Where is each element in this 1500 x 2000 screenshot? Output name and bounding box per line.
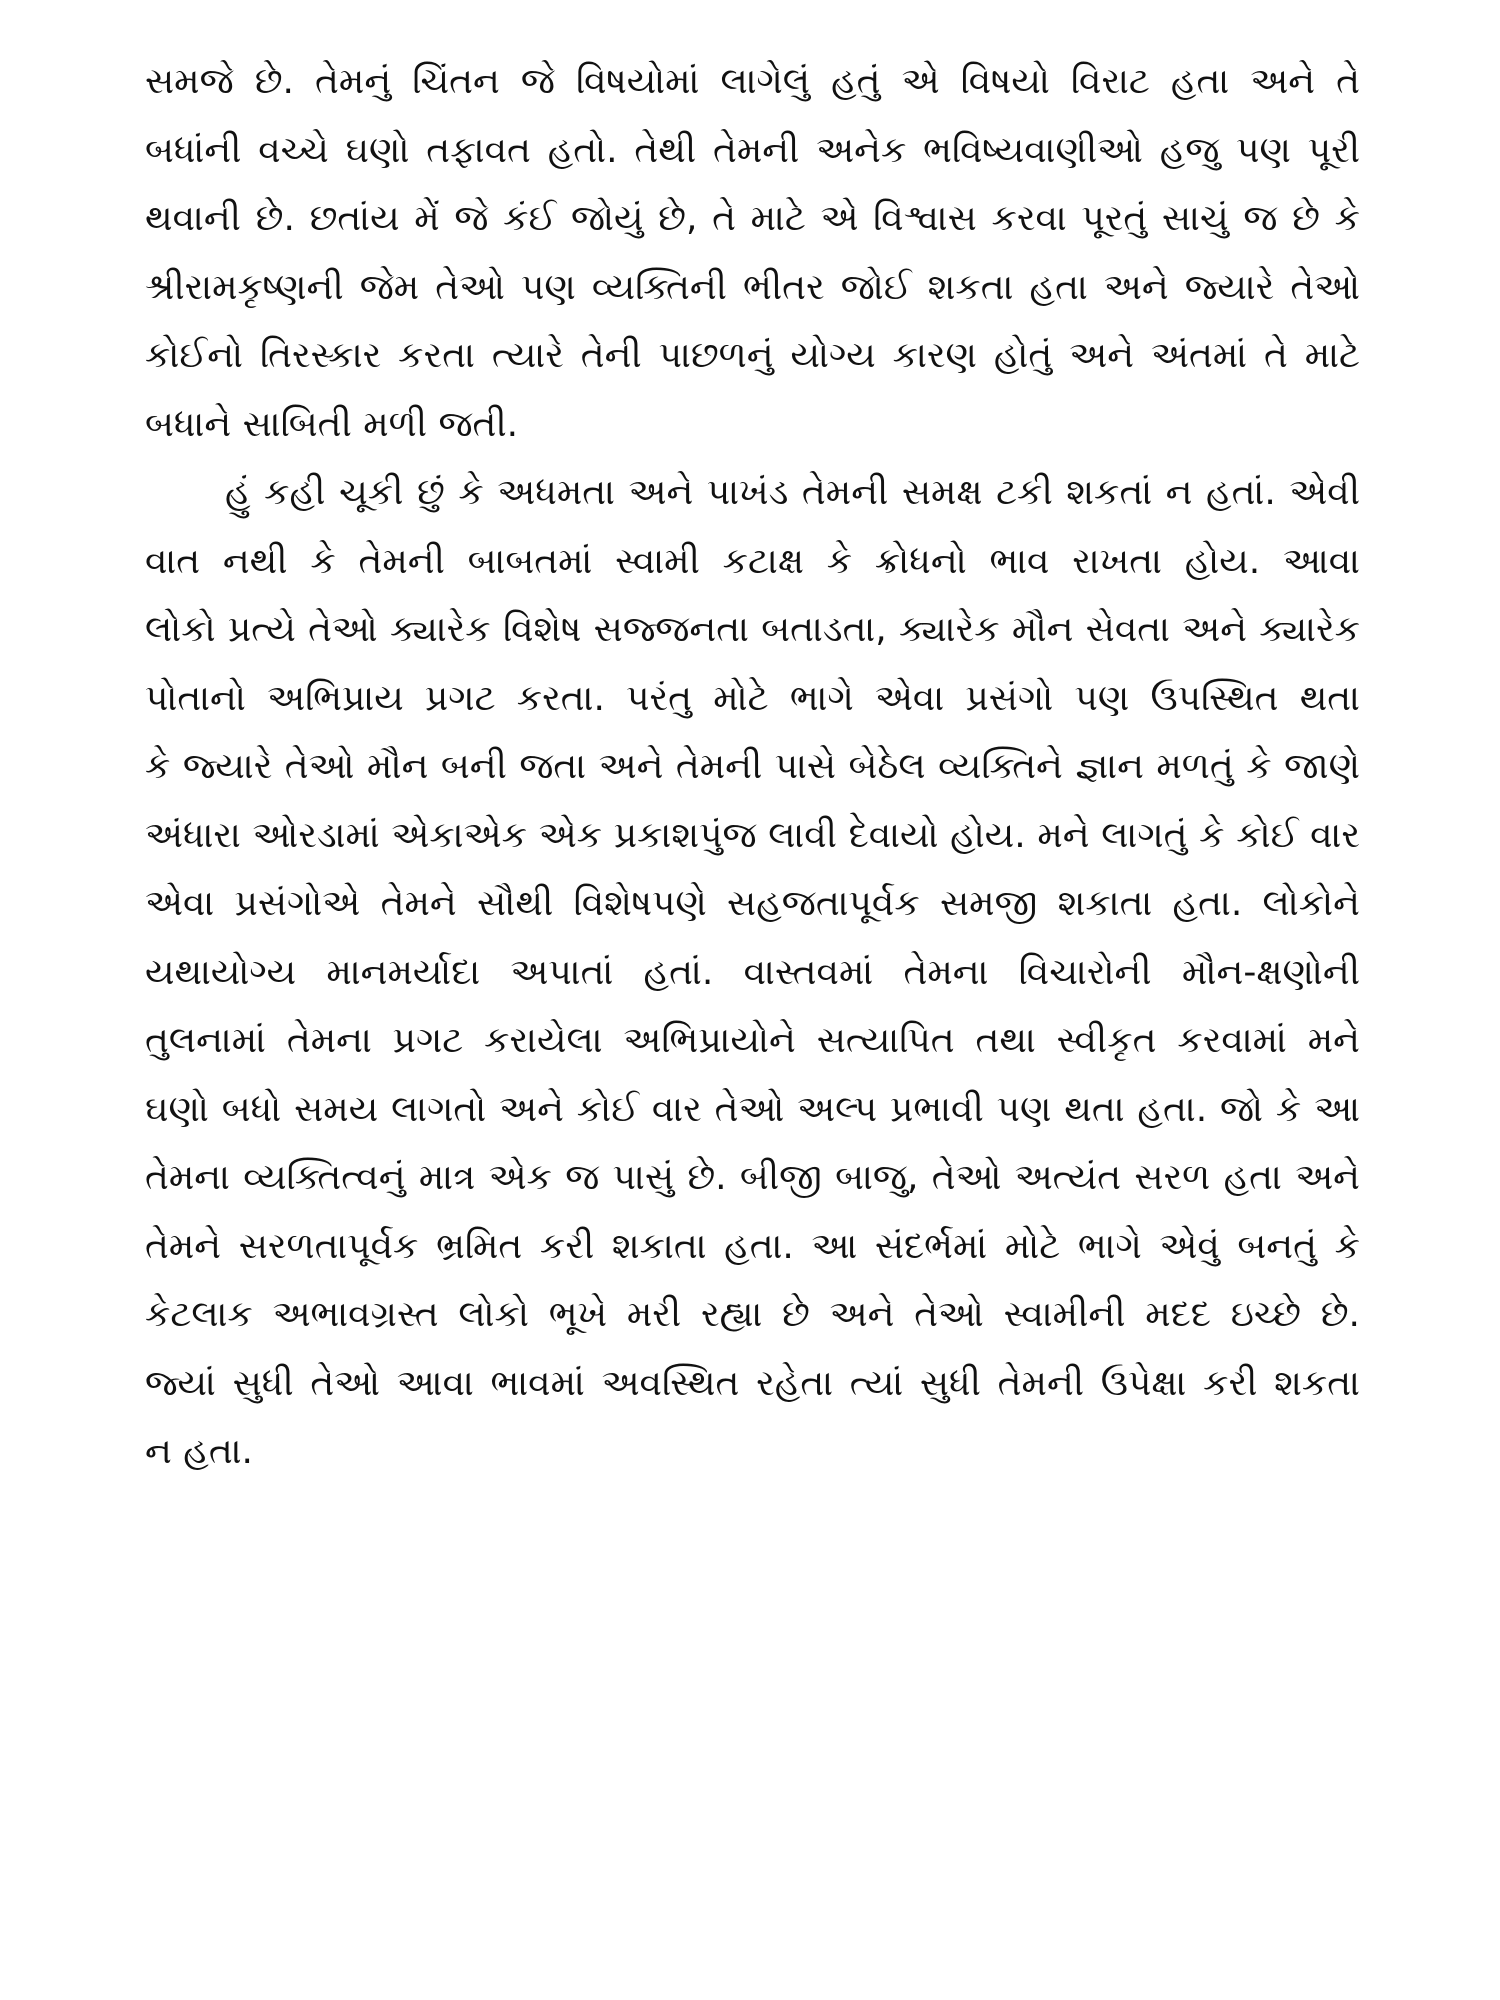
text-line: કોઈનો તિરસ્કાર કરતા ત્યારે તેની પાછળનું યોગ્ય કારણ હોતું અને અંતમાં તે માટે — [145, 335, 1360, 376]
text-line: શ્રીરામકૃષ્ણની જેમ તેઓ પણ વ્યક્તિની ભીતર જોઈ શકતા હતા અને જ્યારે તેઓ — [145, 266, 1360, 308]
text-line: બધાને સાબિતી મળી જતી. — [145, 403, 519, 445]
text-line: એવા પ્રસંગોએ તેમને સૌથી વિશેષપણે સહજતાપૂર્વક સમજી શકાતા હતા. લોકોને — [145, 883, 1360, 924]
paragraph-1 — [145, 48, 1360, 459]
text-line: ઘણો બધો સમય લાગતો અને કોઈ વાર તેઓ અલ્પ પ્રભાવી પણ થતા હતા. જો કે આ — [145, 1088, 1360, 1130]
text-line: ન હતા. — [145, 1431, 253, 1472]
text-line: થવાની છે. છતાંય મેં જે કંઈ જોયું છે, તે માટે એ વિશ્વાસ કરવા પૂરતું સાચું જ છે કે — [145, 198, 1360, 239]
text-line: યથાયોગ્ય માનમર્યાદા અપાતાં હતાં. વાસ્તવમાં તેમના વિચારોની મૌન-ક્ષણોની — [145, 951, 1360, 993]
text-line: તેમના વ્યક્તિત્વનું માત્ર એક જ પાસું છે. બીજી બાજુ, તેઓ અત્યંત સરળ હતા અને — [145, 1157, 1360, 1198]
text-line: જ્યાં સુધી તેઓ આવા ભાવમાં અવસ્થિત રહેતા ત્યાં સુધી તેમની ઉપેક્ષા કરી શકતા — [145, 1362, 1360, 1404]
text-line: બધાંની વચ્ચે ઘણો તફાવત હતો. તેથી તેમની અનેક ભવિષ્યવાણીઓ હજુ પણ પૂરી — [145, 129, 1360, 171]
text-line: પોતાનો અભિપ્રાય પ્રગટ કરતા. પરંતુ મોટે ભાગે એવા પ્રસંગો પણ ઉપસ્થિત થતા — [145, 677, 1360, 719]
text-line: વાત નથી કે તેમની બાબતમાં સ્વામી કટાક્ષ કે ક્રોધનો ભાવ રાખતા હોય. આવા — [145, 540, 1360, 582]
text-line: સમજે છે. તેમનું ચિંતન જે વિષયોમાં લાગેલું હતું એ વિષયો વિરાટ હતા અને તે — [145, 61, 1360, 102]
text-line: કેટલાક અભાવગ્રસ્ત લોકો ભૂખે મરી રહ્યા છે અને તેઓ સ્વામીની મદદ ઇચ્છે છે. — [145, 1294, 1360, 1335]
body-text — [145, 48, 1360, 1487]
text-line: તેમને સરળતાપૂર્વક ભ્રમિત કરી શકાતા હતા. આ સંદર્ભમાં મોટે ભાગે એવું બનતું કે — [145, 1225, 1360, 1267]
text-line: લોકો પ્રત્યે તેઓ ક્યારેક વિશેષ સજ્જનતા બતાડતા, ક્યારેક મૌન સેવતા અને ક્યારેક — [145, 609, 1360, 650]
text-line: અંધારા ઓરડામાં એકાએક એક પ્રકાશપુંજ લાવી દેવાયો હોય. મને લાગતું કે કોઈ વાર — [145, 814, 1360, 856]
text-line: કે જ્યારે તેઓ મૌન બની જતા અને તેમની પાસે બેઠેલ વ્યક્તિને જ્ઞાન મળતું કે જાણે — [145, 746, 1360, 787]
text-line: તુલનામાં તેમના પ્રગટ કરાયેલા અભિપ્રાયોને સત્યાપિત તથા સ્વીકૃત કરવામાં મને — [145, 1020, 1360, 1061]
text-line: હું કહી ચૂકી છું કે અધમતા અને પાખંડ તેમની સમક્ષ ટકી શકતાં ન હતાં. એવી — [225, 472, 1360, 513]
paragraph-2 — [145, 459, 1360, 1487]
